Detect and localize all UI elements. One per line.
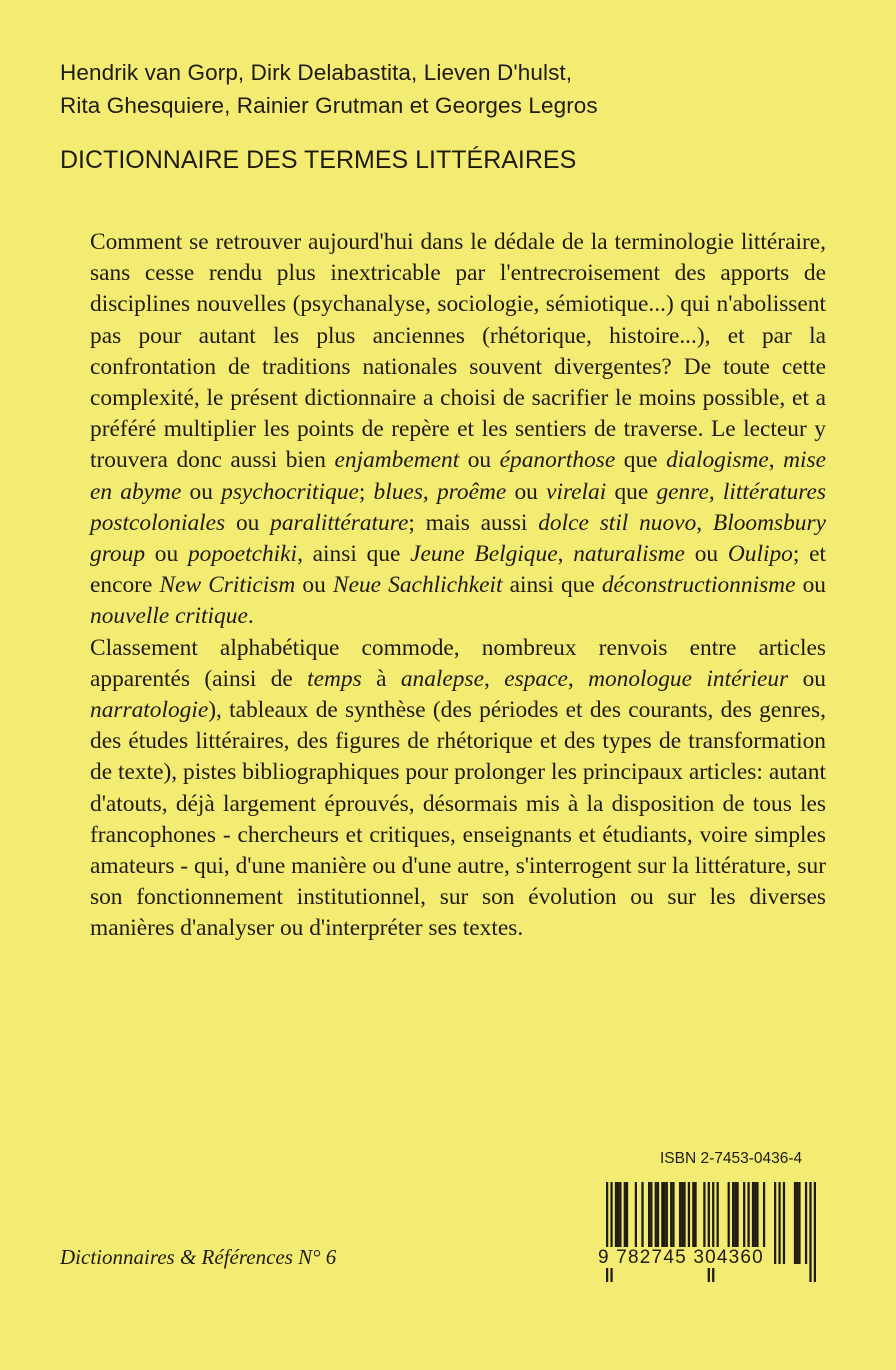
italic-term: Oulipo — [727, 541, 793, 568]
barcode-digits-text: 9 782745 304360 — [598, 1247, 764, 1268]
text-run: à — [361, 665, 401, 692]
text-run: ; — [358, 478, 374, 505]
text-run: ou — [225, 509, 271, 536]
series-label: Dictionnaires & Références N° 6 — [60, 1245, 337, 1269]
barcode-digits — [596, 1247, 826, 1269]
italic-term: Jeune Belgique — [410, 541, 558, 568]
italic-term: espace — [504, 665, 568, 692]
text-run: ou — [295, 572, 333, 599]
text-run: ; et encore — [90, 541, 826, 599]
text-run: , — [483, 665, 505, 692]
italic-term: popoetchiki — [187, 541, 298, 568]
authors-line-2: Rita Ghesquiere, Rainier Grutman et Georges Legros — [60, 93, 598, 118]
text-run: ou — [459, 447, 500, 474]
italic-term: Bloomsbury group — [90, 509, 826, 568]
italic-term: monologue intérieur — [588, 665, 789, 692]
italic-term: psychocritique — [221, 478, 359, 505]
italic-term: blues — [373, 478, 423, 505]
text-run: , — [422, 478, 437, 505]
italic-term: enjambement — [334, 447, 460, 474]
italic-term: dialogisme — [666, 447, 769, 474]
blurb-paragraph-1 — [90, 227, 826, 633]
italic-term: mise en abyme — [90, 447, 827, 505]
text-run: , ainsi que — [297, 541, 411, 568]
text-run: ou — [506, 478, 547, 505]
authors-line-1: Hendrik van Gorp, Dirk Delabastita, Lieven D'hulst, — [60, 60, 573, 85]
italic-term: virelai — [546, 478, 607, 505]
blurb-paragraph-2 — [90, 633, 826, 945]
italic-term: New Criticism — [159, 572, 296, 599]
italic-term: littératures postcoloniales — [90, 478, 826, 536]
text-run: ou — [788, 665, 826, 692]
italic-term: proême — [436, 478, 507, 505]
text-run: Comment se retrouver aujourd'hui dans le dédale de la terminologie littéraire, sans cesse rendu plus inextricable par l'entrecroisement des apports de disciplines nouvelles (psychanalyse, sociologie, sémiotique...) qui n'abolissent pas pour autant les plus anciennes (rhétorique, histoire...), et par la confrontation de traditions nationales souvent divergentes? De toute cette complexité, le présent dictionnaire a choisi de sacrifier le moins possible, et a préféré multiplier les points de repère et les sentiers de traverse. Le lecteur y trouvera donc aussi bien — [90, 229, 826, 474]
text-run: ainsi que — [502, 572, 602, 599]
italic-term: déconstructionnisme — [601, 572, 796, 599]
text-run: . — [247, 603, 254, 630]
authors-block — [60, 56, 860, 122]
italic-term: paralittérature — [270, 509, 409, 536]
italic-term: nouvelle critique — [90, 603, 248, 630]
italic-term: analepse — [400, 665, 484, 692]
text-run: que — [615, 447, 667, 474]
italic-term: narratologie — [90, 697, 209, 724]
book-title: DICTIONNAIRE DES TERMES LITTÉRAIRES — [60, 146, 577, 174]
italic-term: temps — [307, 665, 362, 692]
text-run: ou — [145, 541, 188, 568]
text-run: , — [708, 478, 723, 505]
text-run: ou — [684, 541, 728, 568]
text-run: ; mais aussi — [408, 509, 539, 536]
italic-term: naturalisme — [573, 541, 685, 568]
text-run: , — [557, 541, 574, 568]
text-run: que — [606, 478, 657, 505]
text-run: , — [768, 447, 784, 474]
italic-term: épanorthose — [499, 447, 616, 474]
italic-term: dolce stil nuovo — [538, 509, 697, 536]
blurb — [90, 227, 826, 945]
text-run: ou — [181, 478, 222, 505]
text-run: ), tableaux de synthèse (des périodes et des courants, des genres, des études littéraires, des figures de rhétorique et des types de transformation de texte), pistes bibliographiques pour prolonger les principaux articles: autant d'atouts, déjà largement éprouvés, désormais mis à la disposition de tous les francophones - chercheurs et critiques, enseignants et étudiants, voire simples amateurs - qui, d'une manière ou d'une autre, s'interrogent sur la littérature, sur son fonctionnement institutionnel, sur son évolution ou sur les diverses manières d'analyser ou d'interpréter ses textes. — [90, 697, 826, 942]
isbn-label: ISBN 2-7453-0436-4 — [660, 1150, 803, 1167]
text-run: ou — [795, 572, 826, 599]
text-run: , — [567, 665, 589, 692]
italic-term: Neue Sachlichkeit — [332, 572, 503, 599]
italic-term: genre — [656, 478, 709, 505]
text-run: , — [696, 509, 713, 536]
text-run: Classement alphabétique commode, nombreux renvois entre articles apparentés (ainsi de — [90, 634, 826, 692]
